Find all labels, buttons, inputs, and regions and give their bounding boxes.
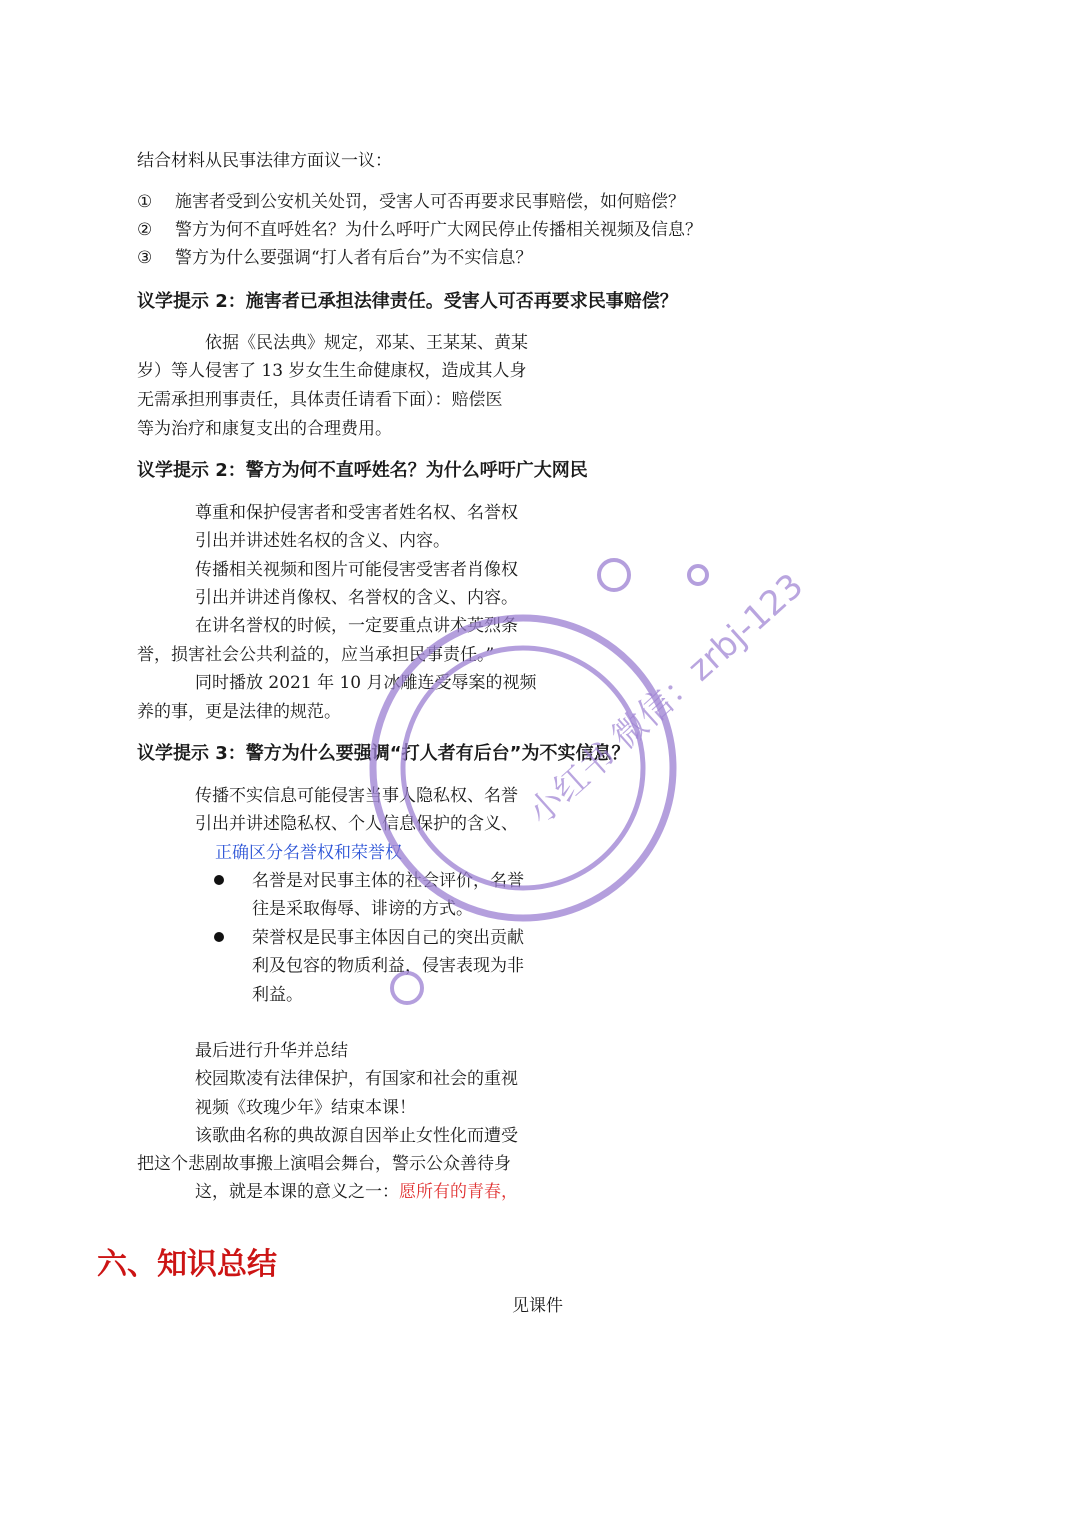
question-1 xyxy=(137,191,685,213)
bullet-1-line: 名誉是对民事主体的社会评价，名誉 xyxy=(252,871,524,891)
hint-title-2: 议学提示 2：警方为何不直呼姓名？为什么呼吁广大网民 xyxy=(137,460,588,481)
hint2-line: 尊重和保护侵害者和受害者姓名权、名誉权 xyxy=(195,503,518,523)
hint3-line: 引出并讲述隐私权、个人信息保护的含义、 xyxy=(195,814,518,834)
hint1-line: 等为治疗和康复支出的合理费用。 xyxy=(137,419,392,439)
hint1-line: 岁）等人侵害了 13 岁女生生命健康权，造成其人身 xyxy=(137,361,527,381)
hint3-line: 传播不实信息可能侵害当事人隐私权、名誉 xyxy=(195,786,518,806)
hint2-line: 引出并讲述姓名权的含义、内容。 xyxy=(195,531,450,551)
bullet-dot xyxy=(214,932,224,942)
watermark-text: 小红书 微信：zrbj-123 xyxy=(520,565,812,833)
honor-distinction-heading: 正确区分名誉权和荣誉权 xyxy=(215,843,402,863)
bullet-dot xyxy=(214,875,224,885)
question-2 xyxy=(137,219,702,241)
question-text: 警方为何不直呼姓名？为什么呼吁广大网民停止传播相关视频及信息？ xyxy=(175,220,702,240)
question-number: ② xyxy=(137,220,153,240)
hint1-line: 无需承担刑事责任，具体责任请看下面）：赔偿医 xyxy=(137,390,503,410)
hint2-line: 引出并讲述肖像权、名誉权的含义、内容。 xyxy=(195,588,518,608)
summary-line: 把这个悲剧故事搬上演唱会舞台，警示公众善待身 xyxy=(137,1154,511,1174)
watermark-dot-ring xyxy=(599,560,629,590)
bullet-2-line: 荣誉权是民事主体因自己的突出贡献 xyxy=(252,928,524,948)
bullet-2-line: 利益。 xyxy=(252,985,303,1005)
hint2-line: 在讲名誉权的时候，一定要重点讲术英烈条 xyxy=(195,616,518,636)
question-text: 施害者受到公安机关处罚，受害人可否再要求民事赔偿，如何赔偿？ xyxy=(175,192,685,212)
question-number: ③ xyxy=(137,248,153,268)
summary-last-line xyxy=(195,1181,518,1203)
hint2-line: 传播相关视频和图片可能侵害受害者肖像权 xyxy=(195,560,518,580)
hint2-line: 誉，损害社会公共利益的，应当承担民事责任。” xyxy=(137,645,495,665)
question-text: 警方为什么要强调“打人者有后台”为不实信息？ xyxy=(175,248,533,268)
summary-line: 视频《玫瑰少年》结束本课！ xyxy=(195,1098,416,1118)
question-3 xyxy=(137,247,532,269)
hint2-line: 同时播放 2021 年 10 月冰雕连受辱案的视频 xyxy=(195,673,537,693)
hint1-line: 依据《民法典》规定，邓某、王某某、黄某 xyxy=(205,333,528,353)
question-number: ① xyxy=(137,192,153,212)
watermark-dot-ring xyxy=(689,566,707,584)
summary-last-prefix: 这，就是本课的意义之一： xyxy=(195,1182,399,1202)
bullet-2-line: 利及包容的物质利益，侵害表现为非 xyxy=(252,956,524,976)
hint2-line: 养的事，更是法律的规范。 xyxy=(137,702,341,722)
summary-line: 最后进行升华并总结 xyxy=(195,1041,348,1061)
summary-line: 校园欺凌有法律保护，有国家和社会的重视 xyxy=(195,1069,518,1089)
footer-note: 见课件 xyxy=(512,1296,563,1316)
intro-text: 结合材料从民事法律方面议一议： xyxy=(137,151,392,171)
hint-title-1: 议学提示 2：施害者已承担法律责任。受害人可否再要求民事赔偿？ xyxy=(137,291,678,312)
hint-title-3: 议学提示 3：警方为什么要强调“打人者有后台”为不实信息？ xyxy=(137,743,630,764)
bullet-1-line: 往是采取侮辱、诽谤的方式。 xyxy=(252,899,473,919)
section-heading: 六、知识总结 xyxy=(97,1247,277,1282)
summary-line: 该歌曲名称的典故源自因举止女性化而遭受 xyxy=(195,1126,518,1146)
summary-highlight: 愿所有的青春， xyxy=(399,1182,518,1202)
